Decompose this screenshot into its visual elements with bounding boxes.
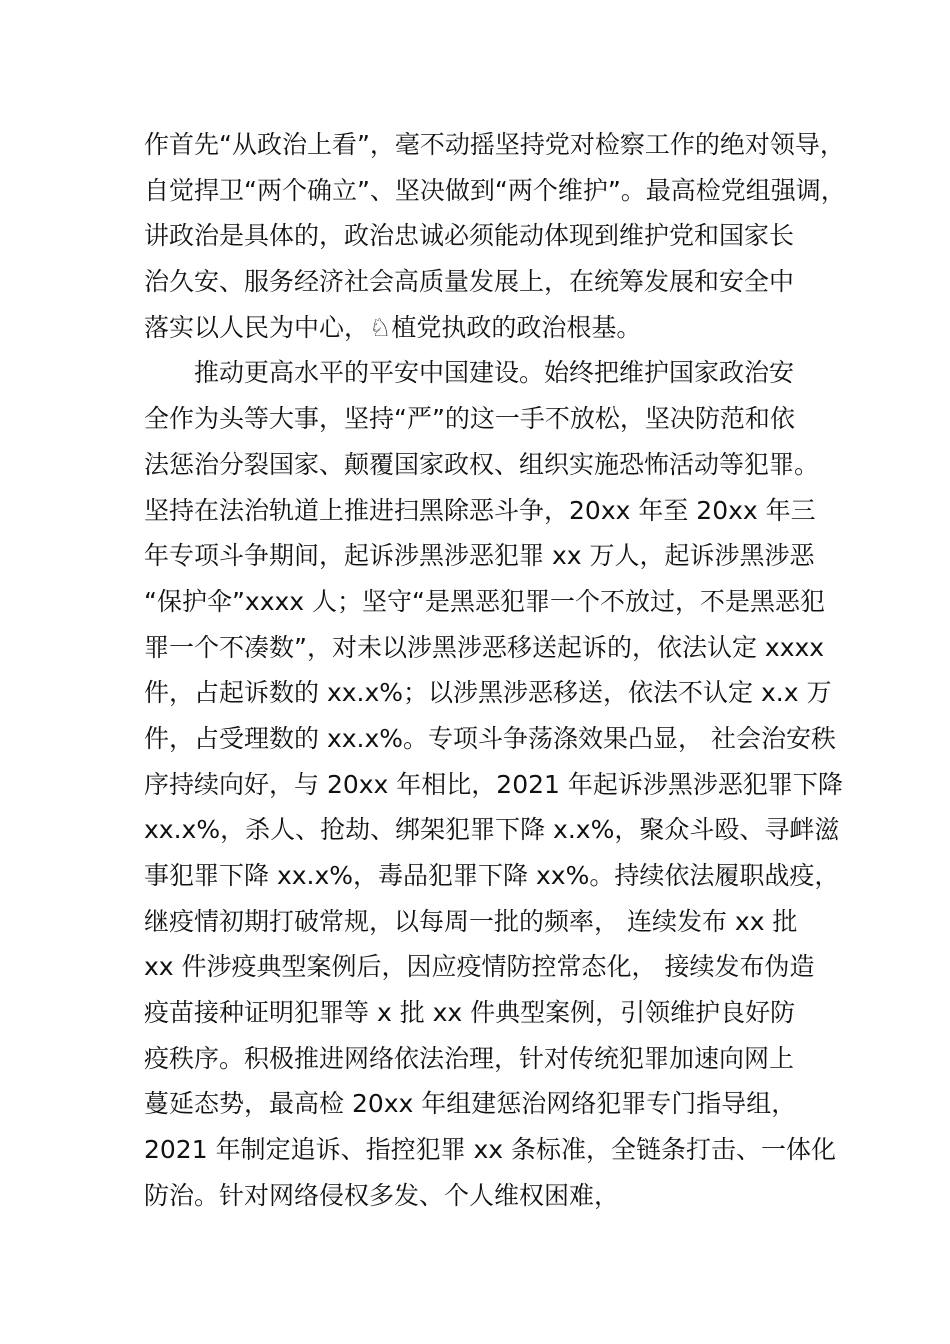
text-line: xx 件涉疫典型案例后，因应疫情防控常态化， 接续发布伪造 (144, 952, 815, 982)
text-line: 件，占受理数的 xx.x%。专项斗争荡涤效果凸显， 社会治安秩 (144, 723, 836, 753)
text-line: 事犯罪下降 xx.x%，毒品犯罪下降 xx%。持续依法履职战疫， (144, 861, 840, 890)
text-line: 落实以人民为中心，♘植党执政的政治根基。 (144, 312, 642, 342)
text-line: 推动更高水平的平安中国建设。始终把维护国家政治安 (194, 358, 795, 388)
text-line: 作首先“从政治上看”，毫不动摇坚持党对检察工作的绝对领导， (144, 130, 845, 159)
text-line: 治久安、服务经济社会高质量发展上，在统筹发展和安全中 (144, 267, 795, 297)
text-line: 继疫情初期打破常规，以每周一批的频率， 连续发布 xx 批 (144, 906, 798, 936)
paragraph-2 (144, 350, 843, 1218)
text-line: 防治。针对网络侵权多发、个人维权困难， (144, 1180, 620, 1210)
text-line: 自觉捍卫“两个确立”、坚决做到“两个维护”。最高检党组强调， (144, 175, 846, 205)
text-line: 罪一个不凑数”，对未以涉黑涉恶移送起诉的，依法认定 xxxx (144, 632, 825, 662)
text-line: 法惩治分裂国家、颠覆国家政权、组织实施恐怖活动等犯罪。 (144, 449, 820, 479)
text-line: 坚持在法治轨道上推进扫黑除恶斗争，20xx 年至 20xx 年三 (144, 495, 816, 525)
text-line: “保护伞”xxxx 人；坚守“是黑恶犯罪一个不放过，不是黑恶犯 (144, 586, 825, 616)
text-line: 2021 年制定追诉、指控犯罪 xx 条标准，全链条打击、一体化 (144, 1135, 837, 1165)
text-line: 全作为头等大事，坚持“严”的这一手不放松，坚决防范和依 (144, 404, 795, 434)
paragraph-1 (144, 122, 846, 350)
text-line: 蔓延态势，最高检 20xx 年组建惩治网络犯罪专门指导组， (144, 1089, 797, 1119)
text-line: 讲政治是具体的，政治忠诚必须能动体现到维护党和国家长 (144, 221, 795, 251)
body-text (144, 122, 846, 1219)
text-line: xx.x%，杀人、抢劫、绑架犯罪下降 x.x%，聚众斗殴、寻衅滋 (144, 815, 840, 845)
text-line: 序持续向好，与 20xx 年相比，2021 年起诉涉黑涉恶犯罪下降 (144, 769, 843, 799)
text-line: 疫秩序。积极推进网络依法治理，针对传统犯罪加速向网上 (144, 1043, 795, 1073)
text-line: 件，占起诉数的 xx.x%；以涉黑涉恶移送，依法不认定 x.x 万 (144, 678, 832, 708)
text-line: 年专项斗争期间，起诉涉黑涉恶犯罪 xx 万人，起诉涉黑涉恶 (144, 541, 815, 571)
text-line: 疫苗接种证明犯罪等 x 批 xx 件典型案例，引领维护良好防 (144, 998, 796, 1028)
